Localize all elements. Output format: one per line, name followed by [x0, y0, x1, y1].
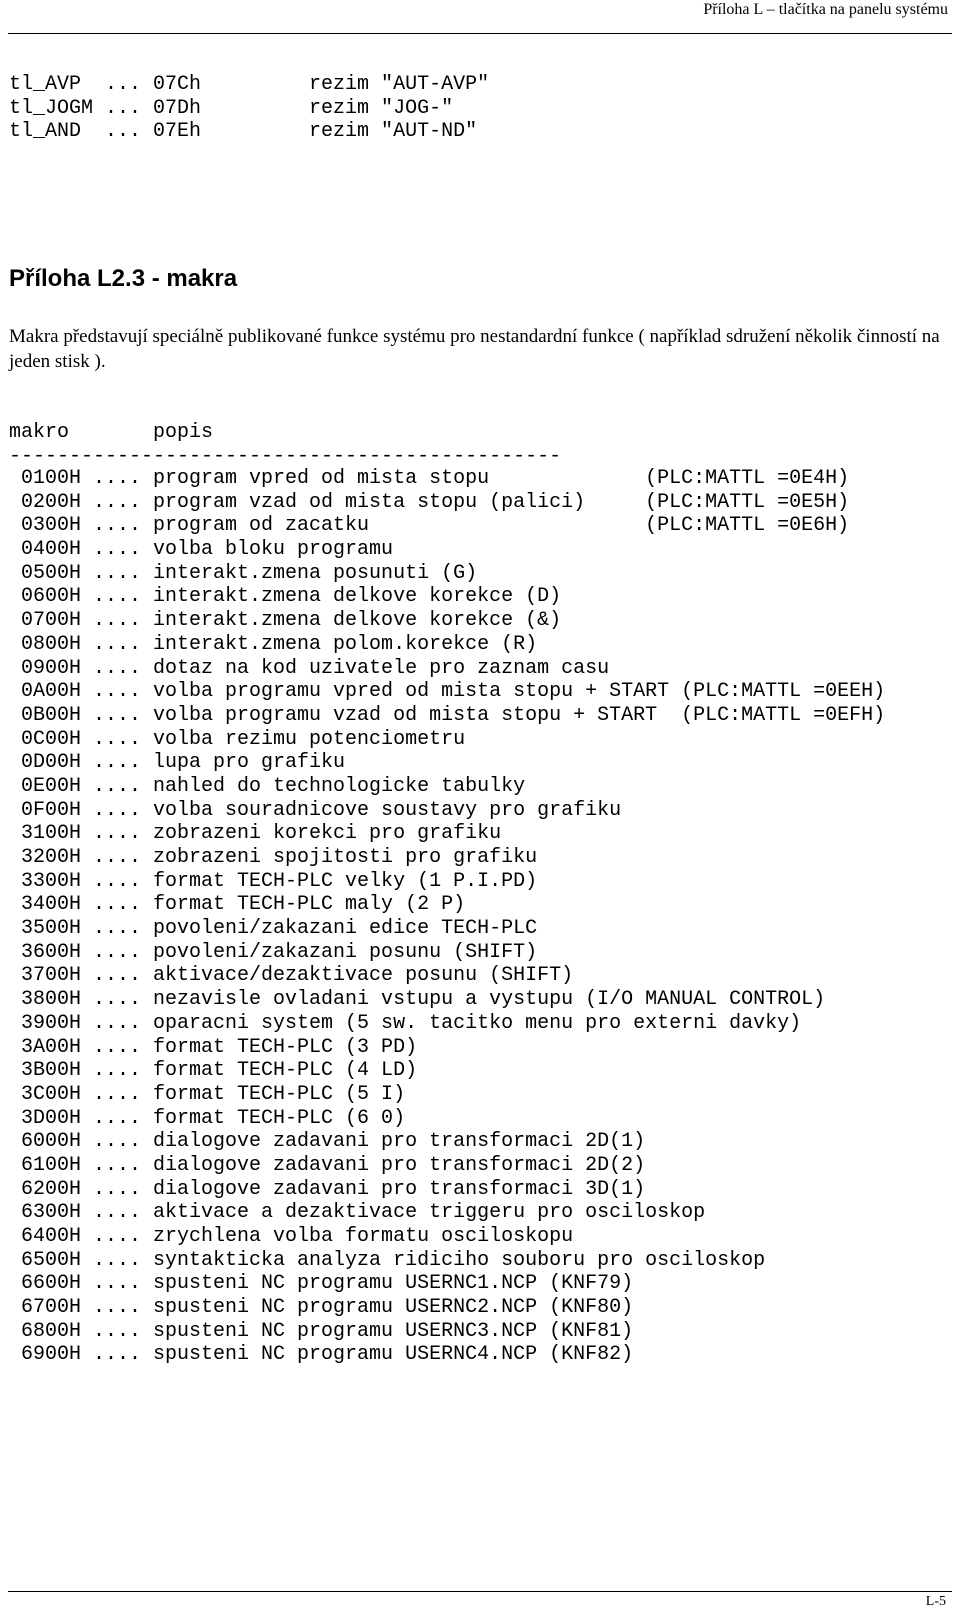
button-code-list — [9, 73, 489, 144]
macro-table-row: 0E00H .... nahled do technologicke tabulky — [9, 774, 526, 798]
macro-table-row: 0F00H .... volba souradnicove soustavy pro grafiku — [9, 798, 622, 822]
button-code-line: tl_AVP ... 07Ch rezim "AUT-AVP" — [9, 73, 490, 96]
macro-table-row: 0C00H .... volba rezimu potenciometru — [9, 727, 466, 751]
macro-table — [9, 467, 885, 1367]
macro-table-row: 0A00H .... volba programu vpred od mista stopu + START (PLC:MATTL =0EEH) — [9, 680, 886, 704]
macro-table-row: 3800H .... nezavisle ovladani vstupu a vystupu (I/O MANUAL CONTROL) — [9, 988, 826, 1012]
macro-table-row: 0B00H .... volba programu vzad od mista stopu + START (PLC:MATTL =0EFH) — [9, 703, 886, 727]
macro-table-row: 0700H .... interakt.zmena delkove korekce (&) — [9, 609, 562, 633]
section-title: Příloha L2.3 - makra — [9, 265, 238, 292]
header-divider — [8, 33, 952, 34]
macro-table-row: 0D00H .... lupa pro grafiku — [9, 751, 346, 775]
macro-table-row: 3A00H .... format TECH-PLC (3 PD) — [9, 1035, 418, 1059]
button-code-line: tl_JOGM ... 07Dh rezim "JOG-" — [9, 96, 454, 120]
macro-table-row: 3100H .... zobrazeni korekci pro grafiku — [9, 822, 502, 846]
macro-table-row: 3B00H .... format TECH-PLC (4 LD) — [9, 1059, 418, 1083]
macro-table-row: 6400H .... zrychlena volba formatu osciloskopu — [9, 1225, 574, 1248]
macro-table-row: 0300H .... program od zacatku (PLC:MATTL =0E6H) — [9, 514, 850, 538]
macro-table-separator: ---------------------------------------------- — [9, 444, 562, 468]
macro-table-row: 3D00H .... format TECH-PLC (6 0) — [9, 1106, 406, 1130]
macro-table-row: 0400H .... volba bloku programu — [9, 538, 394, 562]
macro-table-row: 6700H .... spusteni NC programu USERNC2.NCP (KNF80) — [9, 1296, 634, 1320]
macro-table-column-headers: makro popis — [9, 421, 214, 444]
macro-table-row: 3200H .... zobrazeni spojitosti pro grafiku — [9, 846, 538, 869]
macro-table-row: 6500H .... syntakticka analyza ridiciho souboru pro osciloskop — [9, 1248, 766, 1272]
section-paragraph: Makra představují speciálně publikované funkce systému pro nestandardní funkce ( například sdružení několik činností na jeden stisk ). — [9, 326, 940, 372]
page-header-title: Příloha L – tlačítka na panelu systému — [703, 1, 948, 18]
macro-table-row: 6800H .... spusteni NC programu USERNC3.NCP (KNF81) — [9, 1319, 634, 1343]
macro-table-row: 3900H .... oparacni system (5 sw. tacitko menu pro externi davky) — [9, 1011, 802, 1035]
macro-table-row: 6200H .... dialogove zadavani pro transformaci 3D(1) — [9, 1177, 646, 1201]
macro-table-row: 3400H .... format TECH-PLC maly (2 P) — [9, 893, 466, 917]
macro-table-row: 6900H .... spusteni NC programu USERNC4.NCP (KNF82) — [9, 1343, 634, 1367]
macro-table-row: 6300H .... aktivace a dezaktivace triggeru pro osciloskop — [9, 1201, 706, 1225]
macro-table-row: 0100H .... program vpred od mista stopu (PLC:MATTL =0E4H) — [9, 467, 850, 490]
macro-table-row: 3700H .... aktivace/dezaktivace posunu (SHIFT) — [9, 964, 574, 988]
footer-divider — [8, 1591, 952, 1592]
macro-table-row: 0500H .... interakt.zmena posunuti (G) — [9, 561, 478, 585]
macro-table-header — [9, 421, 561, 468]
macro-table-row: 3C00H .... format TECH-PLC (5 I) — [9, 1082, 406, 1106]
button-code-line: tl_AND ... 07Eh rezim "AUT-ND" — [9, 120, 478, 144]
macro-table-row: 6600H .... spusteni NC programu USERNC1.NCP (KNF79) — [9, 1272, 634, 1296]
macro-table-row: 0800H .... interakt.zmena polom.korekce (R) — [9, 632, 538, 656]
macro-table-row: 3500H .... povoleni/zakazani edice TECH-PLC — [9, 917, 538, 941]
macro-table-row: 0900H .... dotaz na kod uzivatele pro zaznam casu — [9, 656, 610, 680]
macro-table-row: 0200H .... program vzad od mista stopu (palici) (PLC:MATTL =0E5H) — [9, 490, 850, 514]
page-number: L-5 — [925, 1594, 946, 1609]
macro-table-row: 6100H .... dialogove zadavani pro transformaci 2D(2) — [9, 1153, 646, 1177]
macro-table-row: 3600H .... povoleni/zakazani posunu (SHIFT) — [9, 940, 538, 964]
macro-table-row: 6000H .... dialogove zadavani pro transformaci 2D(1) — [9, 1130, 646, 1154]
macro-table-row: 3300H .... format TECH-PLC velky (1 P.I.PD) — [9, 869, 538, 893]
macro-table-row: 0600H .... interakt.zmena delkove korekce (D) — [9, 585, 562, 609]
